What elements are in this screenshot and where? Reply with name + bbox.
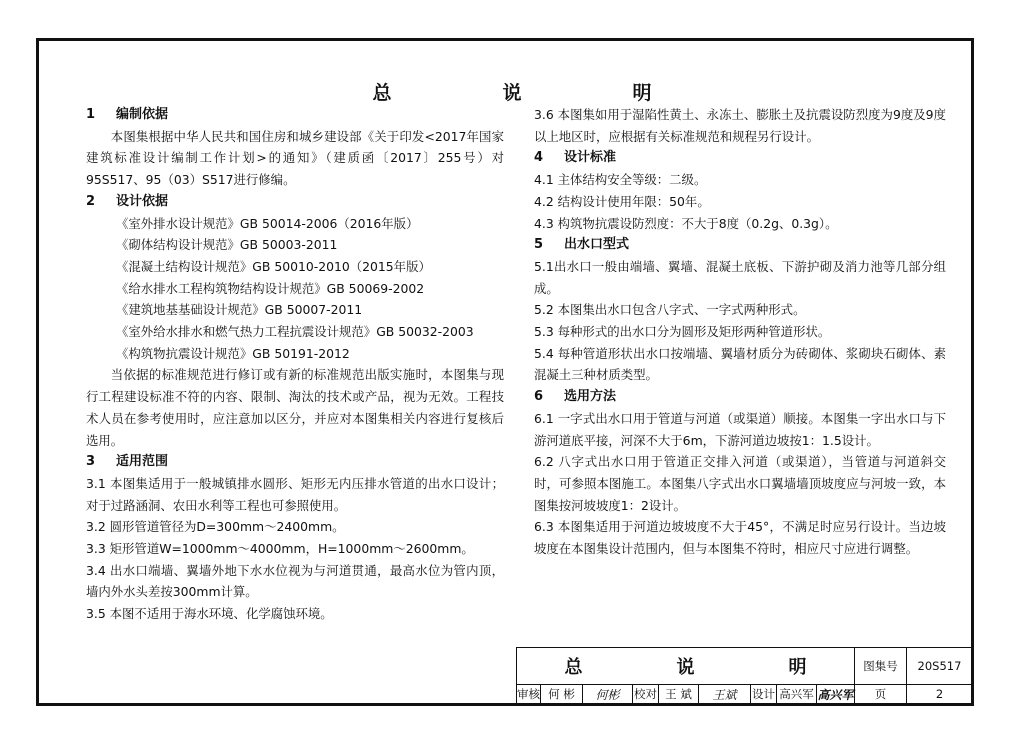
reference-item: 《给水排水工程构筑物结构设计规范》GB 50069-2002 [116,280,425,296]
review-name: 何 彬 [541,684,583,704]
section-title: 编制依据 [116,107,169,122]
section-number: 6 [534,389,544,405]
clause: 6.1 一字式出水口用于管道与河道（或渠道）顺接。本图集一字出水口与下游河道底平接，河深不大于6m，下游河道边坡按1：1.5设计。 [534,410,946,448]
section-number: 2 [86,193,96,209]
review-label: 审核 [517,684,541,704]
clause: 6.3 本图集适用于河道边坡坡度不大于45°，不满足时应另行设计。当边坡坡度在本图集设计范围内，但与本图集不符时，相应尺寸应进行调整。 [534,519,946,557]
clause: 5.1出水口一般由端墙、翼墙、混凝土底板、下游护砌及消力池等几部分组成。 [534,258,946,296]
section-title: 出水口型式 [564,237,630,253]
clause: 4.3 构筑物抗震设防烈度：不大于8度（0.2g、0.3g）。 [534,215,838,231]
page-title: 总 说 明 [372,82,698,104]
reference-item: 《室外给水排水和燃气热力工程抗震设计规范》GB 50032-2003 [116,324,474,340]
section-number: 3 [86,454,96,470]
right-column [534,104,946,560]
clause: 5.3 每种形式的出水口分为圆形及矩形两种管道形状。 [534,324,831,340]
title-block-title: 总 说 明 [564,657,845,678]
title-block-title-cell [517,648,855,684]
section-heading-6 [534,386,946,408]
atlas-number-label: 图集号 [855,648,907,684]
check-name: 王 斌 [659,684,699,704]
clause: 4.1 主体结构安全等级：二级。 [534,172,707,188]
reference-item: 《混凝土结构设计规范》GB 50010-2010（2015年版） [116,258,431,274]
clause: 3.4 出水口端墙、翼墙外地下水水位视为与河道贯通，最高水位为管内顶，墙内外水头差按300mm计算。 [86,562,504,600]
reference-item: 《室外排水设计规范》GB 50014-2006（2016年版） [116,215,419,231]
section-heading-5 [534,234,946,256]
reference-item: 《砌体结构设计规范》GB 50003-2011 [116,237,338,253]
section-title: 选用方法 [564,389,617,405]
section-number: 1 [86,107,96,122]
paragraph-basis: 本图集根据中华人民共和国住房和城乡建设部《关于印发<2017年国家建筑标准设计编制工作计划>的通知》（建质函〔2017〕255号）对95S517、95（03）S517进行修编。 [86,128,504,188]
clause: 6.2 八字式出水口用于管道正交排入河道（或渠道），当管道与河道斜交时，可参照本图施工。本图集八字式出水口翼墙墙顶坡度应与河坡一致，本图集按河坡坡度1：2设计。 [534,454,946,513]
page-number: 2 [935,687,944,701]
reference-item: 《构筑物抗震设计规范》GB 50191-2012 [116,345,350,361]
clause: 4.2 结构设计使用年限：50年。 [534,193,710,209]
title-block [516,647,972,704]
paragraph-standards-note: 当依据的标准规范进行修订或有新的标准规范出版实施时，本图集与现行工程建设标准不符的内容、限制、淘汰的技术或产品，视为无效。工程技术人员在参考使用时，应注意加以区分，并应对本图集相关内容进行复核后选用。 [86,367,504,448]
atlas-number: 20S517 [917,659,962,673]
section-number: 4 [534,150,544,166]
design-name: 高兴军 [777,684,817,704]
section-number: 5 [534,237,544,253]
check-signature: 王斌 [699,684,751,704]
clause: 5.2 本图集出水口包含八字式、一字式两种形式。 [534,302,806,318]
section-heading-4 [534,147,946,169]
section-title: 适用范围 [116,454,169,470]
left-column [86,104,504,625]
check-label: 校对 [633,684,659,704]
design-label: 设计 [751,684,777,704]
design-signature: 高兴军 [817,684,855,704]
clause: 3.1 本图集适用于一般城镇排水圆形、矩形无内压排水管道的出水口设计；对于过路涵洞、农田水利等工程也可参照使用。 [86,475,504,513]
reference-item: 《建筑地基基础设计规范》GB 50007-2011 [116,302,363,318]
section-heading-2 [86,191,504,213]
page-label: 页 [855,684,907,704]
clause: 3.2 圆形管道管径为D=300mm～2400mm。 [86,519,345,535]
clause: 5.4 每种管道形状出水口按端墙、翼墙材质分为砖砌体、浆砌块石砌体、素混凝土三种材质类型。 [534,345,946,383]
section-heading-1 [86,104,504,126]
clause: 3.6 本图集如用于湿陷性黄土、永冻土、膨胀土及抗震设防烈度为9度及9度以上地区时，应根据有关标准规范和规程另行设计。 [534,107,946,144]
clause: 3.5 本图不适用于海水环境、化学腐蚀环境。 [86,606,333,622]
review-signature: 何彬 [583,684,633,704]
section-title: 设计依据 [116,193,169,209]
clause: 3.3 矩形管道W=1000mm～4000mm，H=1000mm～2600mm。 [86,541,474,557]
title-block-row-signatures [517,684,972,704]
title-block-row-top [517,648,972,685]
section-heading-3 [86,451,504,473]
section-title: 设计标准 [564,150,617,166]
